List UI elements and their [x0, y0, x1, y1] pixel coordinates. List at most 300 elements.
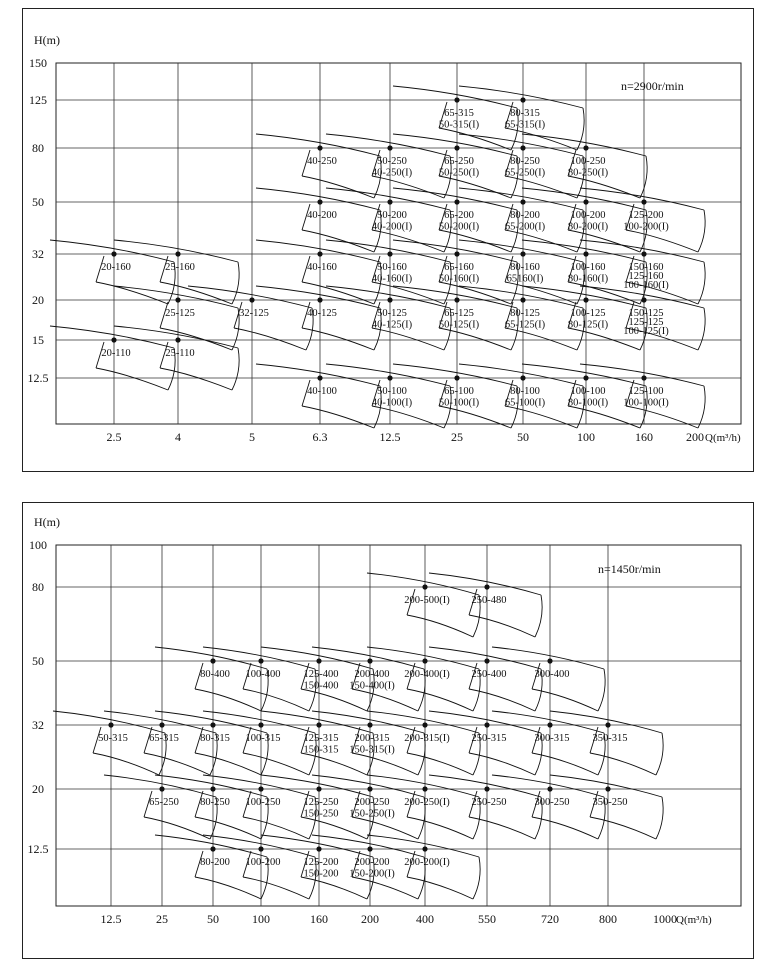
model-label-top-150-125-2: 100-125(I)	[623, 326, 669, 337]
model-label-bottom-65-315-0: 65-315	[149, 733, 179, 744]
head-curve-bottom-250-400	[429, 647, 541, 669]
head-curve-top-100-160	[522, 240, 646, 262]
model-label-top-25-125-0: 25-125	[165, 308, 195, 319]
head-curve-top-65-200	[393, 188, 517, 210]
x-tick-top-200: 200	[686, 430, 704, 444]
model-label-top-65-100-1: 50-100(I)	[438, 397, 480, 409]
pump-region-bottom-200-500-i	[367, 573, 480, 637]
y-tick-top-12-5: 12.5	[27, 371, 49, 385]
pump-region-top-80-100	[459, 364, 584, 428]
lower-curve-bottom-200-400	[352, 689, 418, 711]
model-label-bottom-250-315-0: 250-315	[471, 733, 507, 744]
y-tick-top-150: 150	[29, 56, 47, 70]
model-label-top-65-250-1: 50-250(I)	[438, 167, 480, 179]
rated-point-top-65-125	[454, 297, 459, 302]
pump-region-bottom-300-400	[492, 647, 605, 711]
right-boundary-top-25-160	[232, 262, 239, 304]
head-curve-top-40-250	[256, 134, 380, 156]
rated-point-bottom-125-250	[316, 786, 321, 791]
y-tick-bottom-32: 32	[32, 718, 44, 732]
model-label-top-80-200-1: 65-200(I)	[504, 221, 546, 233]
model-label-bottom-80-400-0: 80-400	[200, 669, 230, 680]
pump-region-top-50-250	[326, 134, 451, 198]
y-tick-top-50: 50	[32, 195, 44, 209]
lower-curve-bottom-200-250-i	[407, 817, 473, 839]
model-label-top-65-250-0: 65-250	[444, 156, 474, 167]
head-curve-bottom-50-315	[53, 711, 165, 733]
rated-point-bottom-350-315	[605, 722, 610, 727]
head-curve-bottom-100-315	[203, 711, 315, 733]
x-tick-bottom-12-5: 12.5	[100, 912, 122, 926]
model-label-top-100-100-1: 80-100(I)	[567, 397, 609, 409]
head-curve-bottom-250-315	[429, 711, 541, 733]
x-tick-bottom-400: 400	[416, 912, 434, 926]
head-curve-top-65-100	[393, 364, 517, 386]
rated-point-bottom-125-200	[316, 846, 321, 851]
rated-point-top-80-100	[520, 375, 525, 380]
rated-point-top-40-200	[317, 199, 322, 204]
model-label-top-100-200-0: 100-200	[570, 210, 606, 221]
rated-point-bottom-100-250	[258, 786, 263, 791]
pump-region-top-65-250	[393, 134, 518, 198]
model-label-bottom-50-315-0: 50-315	[98, 733, 128, 744]
head-curve-top-50-200	[326, 188, 450, 210]
rated-point-top-65-160	[454, 251, 459, 256]
head-curve-top-50-250	[326, 134, 450, 156]
rated-point-top-125-100	[641, 375, 646, 380]
model-label-top-80-315-0: 80-315	[510, 108, 540, 119]
x-tick-top-25: 25	[451, 430, 463, 444]
head-curve-bottom-200-315-i	[367, 711, 479, 733]
lower-curve-bottom-80-250	[195, 817, 261, 839]
x-tick-bottom-550: 550	[478, 912, 496, 926]
y-tick-bottom-100: 100	[29, 538, 47, 552]
model-label-top-25-160-0: 25-160	[165, 262, 195, 273]
model-label-top-65-100-0: 65-100	[444, 386, 474, 397]
head-curve-top-50-100	[326, 364, 450, 386]
head-curve-top-40-160	[256, 240, 380, 262]
rated-point-bottom-200-200-i	[422, 846, 427, 851]
lower-curve-bottom-300-400	[532, 689, 598, 711]
y-tick-top-15: 15	[32, 333, 44, 347]
right-boundary-top-25-110	[232, 348, 239, 390]
model-label-top-50-125-0: 50-125	[377, 308, 407, 319]
model-label-bottom-250-400-0: 250-400	[471, 669, 507, 680]
x-tick-top-160: 160	[635, 430, 653, 444]
x-tick-bottom-50: 50	[207, 912, 219, 926]
speed-label-bottom: n=1450r/min	[598, 562, 661, 576]
model-label-bottom-300-315-0: 300-315	[534, 733, 570, 744]
head-curve-top-80-160	[459, 240, 583, 262]
lower-curve-bottom-80-315	[195, 753, 261, 775]
model-label-top-20-110-0: 20-110	[101, 348, 131, 359]
right-boundary-top-100-250	[640, 156, 647, 198]
head-curve-bottom-200-400-i	[367, 647, 479, 669]
model-label-bottom-80-315-0: 80-315	[200, 733, 230, 744]
rated-point-bottom-125-315	[316, 722, 321, 727]
model-label-top-40-200-0: 40-200	[307, 210, 337, 221]
rated-point-bottom-300-315	[547, 722, 552, 727]
speed-label-top: n=2900r/min	[621, 79, 684, 93]
model-label-top-100-100-0: 100-100	[570, 386, 606, 397]
model-label-bottom-200-315-1: 150-315(I)	[349, 744, 395, 756]
model-label-top-150-160-0: 150-160	[628, 262, 664, 273]
x-tick-bottom-200: 200	[361, 912, 379, 926]
head-curve-bottom-100-250	[203, 775, 315, 797]
y-axis-label-bottom: H(m)	[34, 515, 60, 529]
rated-point-bottom-200-400	[367, 658, 372, 663]
head-curve-top-100-200	[522, 188, 646, 210]
rated-point-bottom-100-200	[258, 846, 263, 851]
chart-svg-1450rpm	[23, 503, 753, 958]
model-label-top-50-100-1: 40-100(I)	[371, 397, 413, 409]
model-label-top-50-250-0: 50-250	[377, 156, 407, 167]
rated-point-bottom-65-250	[159, 786, 164, 791]
lower-curve-bottom-200-200	[352, 877, 418, 899]
model-label-bottom-200-400-i-0: 200-400(I)	[404, 669, 450, 680]
model-label-top-80-125-0: 80-125	[510, 308, 540, 319]
rated-point-top-50-250	[387, 145, 392, 150]
pump-region-top-20-110	[50, 326, 175, 390]
head-curve-top-20-110	[50, 326, 174, 348]
rated-point-bottom-200-250-i	[422, 786, 427, 791]
rated-point-top-32-125	[249, 297, 254, 302]
lower-curve-bottom-300-315	[532, 753, 598, 775]
x-tick-top-6-3: 6.3	[312, 430, 328, 444]
model-label-bottom-125-400-1: 150-400	[303, 680, 339, 692]
x-axis-label-top: Q(m³/h)	[705, 432, 741, 444]
head-curve-bottom-125-200	[261, 835, 373, 857]
lower-curve-bottom-300-250	[532, 817, 598, 839]
right-boundary-top-125-200	[698, 210, 705, 252]
lower-curve-top-20-160	[96, 282, 168, 304]
head-curve-top-65-160	[393, 240, 517, 262]
head-curve-top-40-200	[256, 188, 380, 210]
model-label-top-32-125-0: 32-125	[239, 308, 269, 319]
y-tick-bottom-12-5: 12.5	[27, 842, 49, 856]
head-curve-top-40-100	[256, 364, 380, 386]
lower-curve-top-50-250	[372, 176, 444, 198]
head-curve-top-100-100	[522, 364, 646, 386]
rated-point-top-25-160	[175, 251, 180, 256]
head-curve-bottom-125-250	[261, 775, 373, 797]
chart-svg-2900rpm	[23, 9, 753, 471]
right-boundary-top-150-125	[698, 308, 705, 350]
model-label-bottom-350-315-0: 350-315	[592, 733, 628, 744]
model-label-top-50-100-0: 50-100	[377, 386, 407, 397]
model-label-top-80-250-0: 80-250	[510, 156, 540, 167]
x-tick-bottom-1000: 1000	[653, 912, 677, 926]
plot-frame-bottom	[56, 545, 741, 906]
rated-point-bottom-125-400	[316, 658, 321, 663]
chart-panel-2900rpm	[22, 8, 754, 472]
model-label-bottom-125-315-0: 125-315	[303, 733, 339, 744]
model-label-top-100-160-1: 80-160(I)	[567, 273, 609, 285]
head-curve-top-80-200	[459, 188, 583, 210]
x-tick-top-100: 100	[577, 430, 595, 444]
model-label-top-150-160-2: 100-160(I)	[623, 280, 669, 291]
head-curve-top-32-125	[188, 286, 312, 308]
model-label-top-100-200-1: 80-200(I)	[567, 221, 609, 233]
rated-point-top-40-160	[317, 251, 322, 256]
lower-curve-top-40-100	[302, 406, 374, 428]
y-tick-bottom-80: 80	[32, 580, 44, 594]
model-label-bottom-65-250-0: 65-250	[149, 797, 179, 808]
pump-region-top-65-100	[393, 364, 518, 428]
head-curve-bottom-200-200-i	[367, 835, 479, 857]
lower-curve-top-20-110	[96, 368, 168, 390]
pump-region-top-65-315	[393, 86, 518, 150]
lower-curve-top-125-100	[626, 406, 698, 428]
rated-point-top-100-160	[583, 251, 588, 256]
x-tick-top-50: 50	[517, 430, 529, 444]
model-label-bottom-125-250-0: 125-250	[303, 797, 339, 808]
x-tick-bottom-720: 720	[541, 912, 559, 926]
right-boundary-bottom-250-480	[535, 595, 542, 637]
model-label-bottom-80-200-0: 80-200	[200, 857, 230, 868]
head-curve-top-20-160	[50, 240, 174, 262]
head-curve-bottom-300-250	[492, 775, 604, 797]
pump-region-top-80-250	[459, 134, 584, 198]
rated-point-bottom-200-500-i	[422, 584, 427, 589]
rated-point-top-40-250	[317, 145, 322, 150]
model-label-top-50-160-0: 50-160	[377, 262, 407, 273]
rated-point-top-25-110	[175, 337, 180, 342]
model-label-top-80-250-1: 65-250(I)	[504, 167, 546, 179]
head-curve-bottom-300-400	[492, 647, 604, 669]
head-curve-bottom-300-315	[492, 711, 604, 733]
lower-curve-top-40-125	[302, 328, 374, 350]
model-label-bottom-200-250-i-0: 200-250(I)	[404, 797, 450, 808]
pump-region-top-25-110	[114, 326, 239, 390]
right-boundary-top-150-160	[698, 262, 705, 304]
model-label-top-40-160-0: 40-160	[307, 262, 337, 273]
x-tick-top-5: 5	[249, 430, 255, 444]
model-label-bottom-100-200-0: 100-200	[245, 857, 281, 868]
lower-curve-bottom-200-200-i	[407, 877, 473, 899]
rated-point-top-50-160	[387, 251, 392, 256]
model-label-top-50-250-1: 40-250(I)	[371, 167, 413, 179]
model-label-top-80-160-0: 80-160	[510, 262, 540, 273]
model-label-top-100-160-0: 100-160	[570, 262, 606, 273]
model-label-bottom-250-250-0: 250-250	[471, 797, 507, 808]
rated-point-top-50-125	[387, 297, 392, 302]
model-label-bottom-100-250-0: 100-250	[245, 797, 281, 808]
model-label-bottom-200-200-1: 150-200(I)	[349, 868, 395, 880]
head-curve-bottom-100-400	[203, 647, 315, 669]
rated-point-top-125-200	[641, 199, 646, 204]
y-tick-bottom-50: 50	[32, 654, 44, 668]
model-label-top-125-100-0: 125-100	[628, 386, 664, 397]
y-tick-top-125: 125	[29, 93, 47, 107]
head-curve-top-80-125	[459, 286, 583, 308]
rated-point-bottom-80-400	[210, 658, 215, 663]
rated-point-top-50-200	[387, 199, 392, 204]
pump-region-top-50-100	[326, 364, 451, 428]
right-boundary-top-125-100	[698, 386, 705, 428]
lower-curve-top-50-125	[372, 328, 444, 350]
model-label-bottom-200-500-i-0: 200-500(I)	[404, 595, 450, 606]
rated-point-bottom-100-400	[258, 658, 263, 663]
lower-curve-bottom-65-250	[144, 817, 210, 839]
model-label-top-150-125-0: 150-125	[628, 308, 664, 319]
pump-region-top-40-250	[256, 134, 381, 198]
model-label-top-65-200-0: 65-200	[444, 210, 474, 221]
rated-point-bottom-50-315	[108, 722, 113, 727]
rated-point-bottom-200-400-i	[422, 658, 427, 663]
model-label-bottom-200-315-0: 200-315	[354, 733, 390, 744]
x-tick-bottom-800: 800	[599, 912, 617, 926]
rated-point-top-50-100	[387, 375, 392, 380]
model-label-top-65-160-0: 65-160	[444, 262, 474, 273]
model-label-bottom-100-400-0: 100-400	[245, 669, 281, 680]
lower-curve-bottom-80-200	[195, 877, 261, 899]
head-curve-bottom-125-400	[261, 647, 373, 669]
y-tick-bottom-20: 20	[32, 782, 44, 796]
lower-curve-top-125-200	[626, 230, 698, 252]
lower-curve-top-25-110	[160, 368, 232, 390]
rated-point-top-100-250	[583, 145, 588, 150]
rated-point-bottom-200-315-i	[422, 722, 427, 727]
y-axis-label-top: H(m)	[34, 33, 60, 47]
model-label-top-50-200-0: 50-200	[377, 210, 407, 221]
rated-point-top-80-160	[520, 251, 525, 256]
model-label-top-50-160-1: 40-160(I)	[371, 273, 413, 285]
rated-point-top-80-125	[520, 297, 525, 302]
model-label-bottom-125-200-0: 125-200	[303, 857, 339, 868]
head-curve-top-50-125	[326, 286, 450, 308]
model-label-top-100-125-0: 100-125	[570, 308, 606, 319]
model-label-bottom-200-250-1: 150-250(I)	[349, 808, 395, 820]
pump-region-top-20-160	[50, 240, 175, 304]
right-boundary-bottom-200-200-i	[473, 857, 480, 899]
rated-point-bottom-80-200	[210, 846, 215, 851]
rated-point-top-80-315	[520, 97, 525, 102]
y-tick-top-20: 20	[32, 293, 44, 307]
rated-point-top-100-125	[583, 297, 588, 302]
head-curve-top-65-125	[393, 286, 517, 308]
head-curve-top-80-100	[459, 364, 583, 386]
head-curve-top-50-160	[326, 240, 450, 262]
lower-curve-bottom-200-315-i	[407, 753, 473, 775]
head-curve-bottom-350-315	[550, 711, 662, 733]
rated-point-bottom-250-400	[484, 658, 489, 663]
model-label-top-125-200-0: 125-200	[628, 210, 664, 221]
model-label-top-25-110-0: 25-110	[165, 348, 195, 359]
model-label-bottom-250-480-0: 250-480	[471, 595, 507, 606]
lower-curve-bottom-200-315	[352, 753, 418, 775]
head-curve-bottom-200-500-i	[367, 573, 479, 595]
rated-point-top-40-125	[317, 297, 322, 302]
model-label-top-50-125-1: 40-125(I)	[371, 319, 413, 331]
rated-point-bottom-300-250	[547, 786, 552, 791]
pump-region-bottom-300-315	[492, 711, 605, 775]
rated-point-bottom-80-315	[210, 722, 215, 727]
lower-curve-bottom-200-500-i	[407, 615, 473, 637]
lower-curve-bottom-65-315	[144, 753, 210, 775]
model-label-bottom-200-200-0: 200-200	[354, 857, 390, 868]
model-label-top-150-125-1: 125-125	[628, 317, 664, 328]
rated-point-bottom-250-250	[484, 786, 489, 791]
right-boundary-bottom-350-250	[656, 797, 663, 839]
model-label-bottom-125-315-1: 150-315	[303, 744, 339, 756]
model-label-bottom-200-400-1: 150-400(I)	[349, 680, 395, 692]
lower-curve-bottom-200-400-i	[407, 689, 473, 711]
x-tick-top-12-5: 12.5	[379, 430, 401, 444]
head-curve-bottom-200-250-i	[367, 775, 479, 797]
model-label-bottom-300-400-0: 300-400	[534, 669, 570, 680]
model-label-top-80-100-1: 65-100(I)	[504, 397, 546, 409]
rated-point-bottom-200-250	[367, 786, 372, 791]
rated-point-bottom-200-315	[367, 722, 372, 727]
model-label-bottom-300-250-0: 300-250	[534, 797, 570, 808]
model-label-top-65-315-0: 65-315	[444, 108, 474, 119]
model-label-bottom-125-250-1: 150-250	[303, 808, 339, 820]
model-label-top-80-200-0: 80-200	[510, 210, 540, 221]
model-label-bottom-200-250-0: 200-250	[354, 797, 390, 808]
model-label-top-100-125-1: 80-125(I)	[567, 319, 609, 331]
rated-point-bottom-300-400	[547, 658, 552, 663]
rated-point-top-20-110	[111, 337, 116, 342]
rated-point-top-65-315	[454, 97, 459, 102]
model-label-top-20-160-0: 20-160	[101, 262, 131, 273]
model-label-bottom-200-400-0: 200-400	[354, 669, 390, 680]
model-label-top-80-125-1: 65-125(I)	[504, 319, 546, 331]
pump-region-top-80-315	[459, 86, 584, 150]
model-label-top-125-100-1: 100-100(I)	[623, 397, 669, 409]
model-label-bottom-350-250-0: 350-250	[592, 797, 628, 808]
x-tick-bottom-25: 25	[156, 912, 168, 926]
model-label-bottom-200-200-i-0: 200-200(I)	[404, 857, 450, 868]
model-label-top-100-250-0: 100-250	[570, 156, 606, 167]
head-curve-bottom-65-250	[104, 775, 216, 797]
rated-point-top-65-200	[454, 199, 459, 204]
rated-point-top-65-100	[454, 375, 459, 380]
rated-point-top-150-160	[641, 251, 646, 256]
model-label-top-100-250-1: 80-250(I)	[567, 167, 609, 179]
pump-region-bottom-300-250	[492, 775, 605, 839]
model-label-top-80-160-1: 65160(I)	[506, 273, 544, 285]
rated-point-top-100-200	[583, 199, 588, 204]
model-label-top-65-200-1: 50-200(I)	[438, 221, 480, 233]
rated-point-top-80-200	[520, 199, 525, 204]
lower-curve-top-50-100	[372, 406, 444, 428]
head-curve-top-40-125	[256, 286, 380, 308]
head-curve-bottom-250-480	[429, 573, 541, 595]
x-tick-top-2-5: 2.5	[106, 430, 122, 444]
model-label-bottom-125-200-1: 150-200	[303, 868, 339, 880]
model-label-bottom-200-315-i-0: 200-315(I)	[404, 733, 450, 744]
head-curve-top-80-315	[459, 86, 583, 108]
model-label-top-65-315-1: 50-315(I)	[438, 119, 480, 131]
head-curve-top-65-315	[393, 86, 517, 108]
y-tick-top-32: 32	[32, 247, 44, 261]
rated-point-bottom-250-315	[484, 722, 489, 727]
model-label-top-40-250-0: 40-250	[307, 156, 337, 167]
lower-curve-bottom-50-315	[93, 753, 159, 775]
lower-curve-bottom-200-250	[352, 817, 418, 839]
right-boundary-bottom-350-315	[656, 733, 663, 775]
plot-frame-top	[56, 63, 741, 424]
lower-curve-top-50-200	[372, 230, 444, 252]
model-label-bottom-125-400-0: 125-400	[303, 669, 339, 680]
y-tick-top-80: 80	[32, 141, 44, 155]
x-tick-bottom-160: 160	[310, 912, 328, 926]
lower-curve-bottom-80-400	[195, 689, 261, 711]
lower-curve-top-32-125	[234, 328, 306, 350]
chart-panel-1450rpm	[22, 502, 754, 959]
model-label-top-65-125-0: 65-125	[444, 308, 474, 319]
